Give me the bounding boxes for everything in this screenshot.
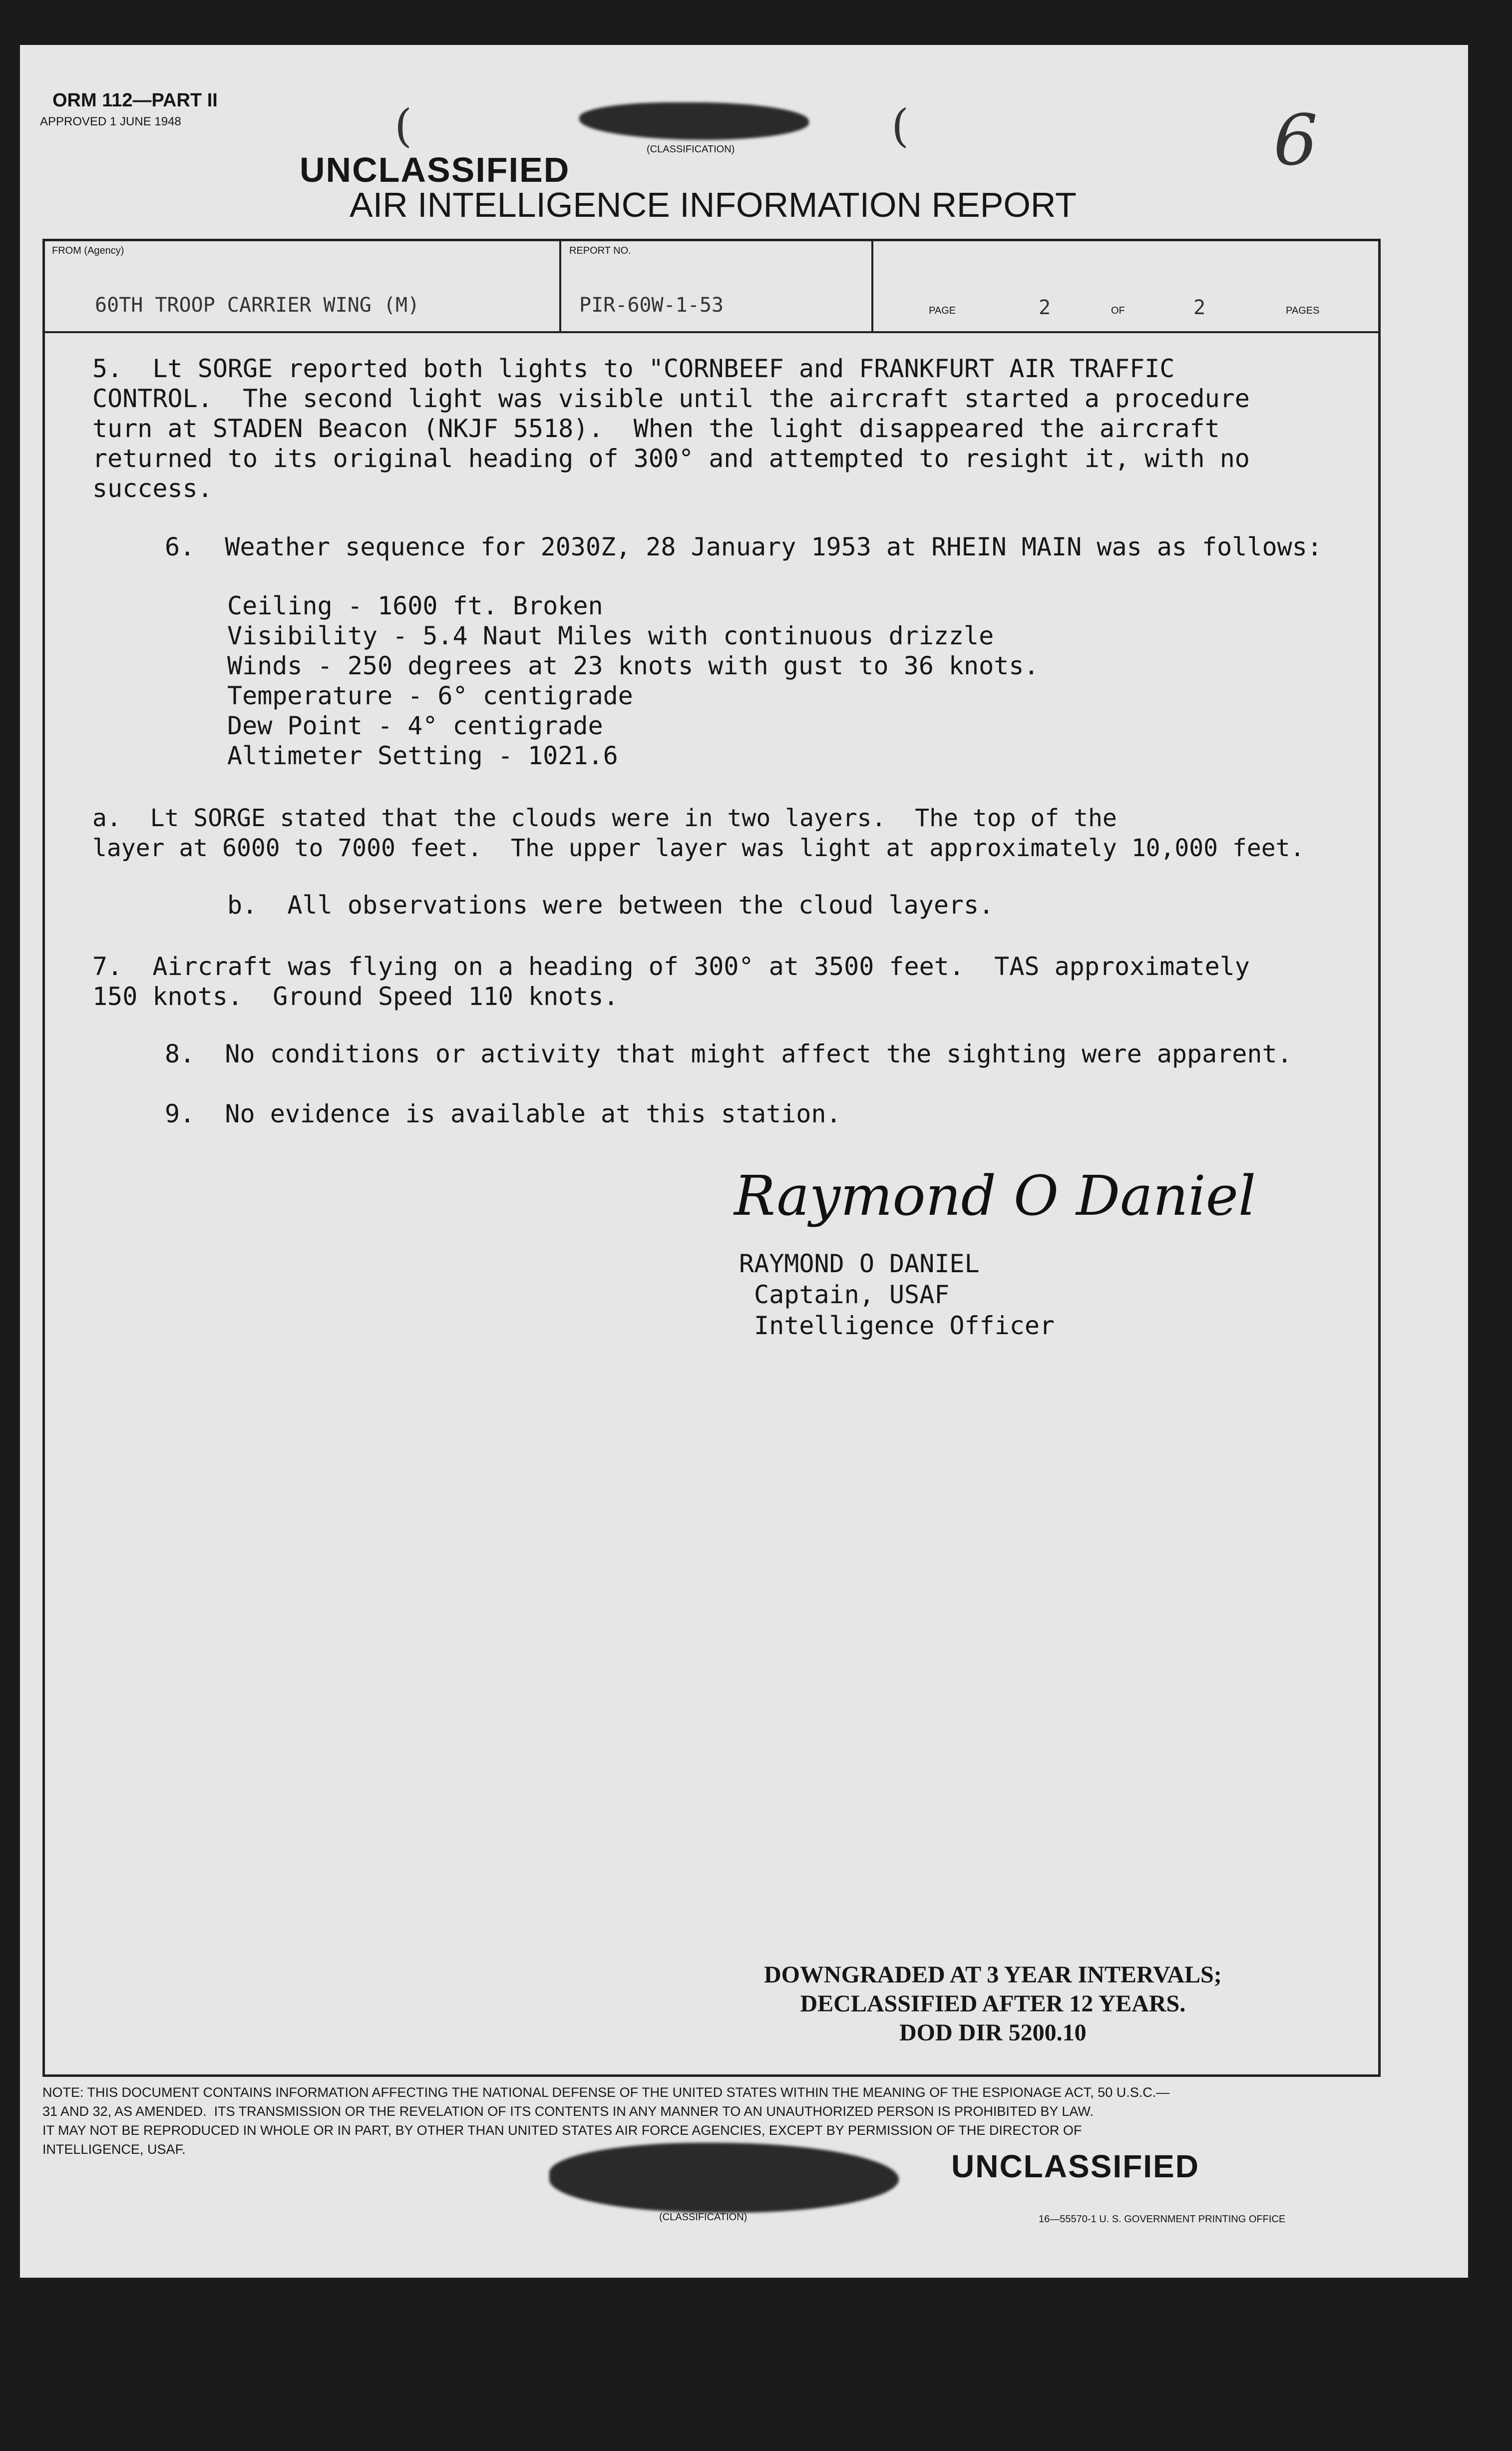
form-id: ORM 112—PART II (52, 90, 218, 111)
report-title: AIR INTELLIGENCE INFORMATION REPORT (350, 185, 1077, 224)
signer-rank: Captain, USAF (754, 1280, 950, 1309)
classification-caption: (CLASSIFICATION) (647, 144, 735, 155)
weather-list: Ceiling - 1600 ft. Broken Visibility - 5.4 Naut Miles with continuous drizzle Winds - 250 degrees at 23 knots with gust to 36 knots. Temperature - 6° centigrade Dew Point - 4° centigrade Altimeter Setting - 1021.6 (227, 591, 1039, 770)
pages-label: PAGES (1286, 305, 1320, 316)
report-no-cell (559, 241, 873, 331)
paragraph-7: 7. Aircraft was flying on a heading of 300° at 3500 feet. TAS approximately 150 knots. Ground Speed 110 knots. (92, 952, 1250, 1011)
from-value: 60TH TROOP CARRIER WING (M) (95, 294, 420, 317)
espionage-act-notice: NOTE: THIS DOCUMENT CONTAINS INFORMATION AFFECTING THE NATIONAL DEFENSE OF THE UNITED STATES WITHIN THE MEANING OF THE ESPIONAGE ACT, 50 U.S.C.— 31 AND 32, AS AMENDED. ITS TRANSMISSION OR THE REVELATION OF ITS CONTENTS IN ANY MANNER TO AN UNAUTHORIZED PERSON IS PROHIBITED BY LAW. IT MAY NOT BE REPRODUCED IN WHOLE OR IN PART, BY OTHER THAN UNITED STATES AIR FORCE AGENCIES, EXCEPT BY PERMISSION OF THE DIRECTOR OF INTELLIGENCE, USAF. (42, 2085, 1170, 2157)
from-label: FROM (Agency) (52, 245, 124, 256)
declassification-stamp: DOWNGRADED AT 3 YEAR INTERVALS; DECLASSIFIED AFTER 12 YEARS. DOD DIR 5200.10 (764, 1961, 1222, 2046)
paragraph-9: 9. No evidence is available at this station. (165, 1099, 841, 1128)
unclassified-stamp: UNCLASSIFIED (300, 150, 570, 189)
page-value: 2 (1039, 296, 1051, 319)
page-label: PAGE (929, 305, 956, 316)
unclassified-stamp-bottom: UNCLASSIFIED (951, 2148, 1199, 2184)
signer-name: RAYMOND O DANIEL (739, 1249, 980, 1278)
report-no-value: PIR-60W-1-53 (579, 294, 724, 317)
scribble-mark: ( (394, 100, 412, 152)
approval-date: APPROVED 1 JUNE 1948 (40, 115, 181, 128)
report-no-label: REPORT NO. (569, 245, 631, 256)
paragraph-8: 8. No conditions or activity that might affect the sighting were apparent. (165, 1039, 1292, 1068)
paragraph-5: 5. Lt SORGE reported both lights to "CORNBEEF and FRANKFURT AIR TRAFFIC CONTROL. The second light was visible until the aircraft started a procedure turn at STADEN Beacon (NKJF 5518). When the light disappeared the aircraft returned to its original heading of 300° and attempted to resight it, with no success. (92, 354, 1250, 503)
paragraph-6a: a. Lt SORGE stated that the clouds were in two layers. The top of the layer at 6000 to 7000 feet. The upper layer was light at approximately 10,000 feet. (92, 804, 1305, 862)
redaction-blot-bottom (549, 2143, 899, 2213)
handwritten-page-number: 6 (1273, 100, 1318, 181)
paragraph-6-intro: 6. Weather sequence for 2030Z, 28 January 1953 at RHEIN MAIN was as follows: (165, 532, 1322, 561)
scribble-mark: ( (891, 100, 909, 152)
of-label: OF (1111, 305, 1125, 316)
from-cell (45, 241, 561, 331)
of-value: 2 (1193, 296, 1206, 319)
report-form (42, 239, 1381, 2077)
printing-office-line: 16—55570-1 U. S. GOVERNMENT PRINTING OFFICE (1039, 2214, 1286, 2225)
handwritten-signature: Raymond O Daniel (734, 1164, 1256, 1228)
signer-title: Intelligence Officer (754, 1311, 1055, 1340)
header-divider (45, 331, 1378, 333)
classification-caption-bottom: (CLASSIFICATION) (659, 2212, 748, 2223)
paragraph-6b: b. All observations were between the cloud layers. (227, 891, 994, 920)
